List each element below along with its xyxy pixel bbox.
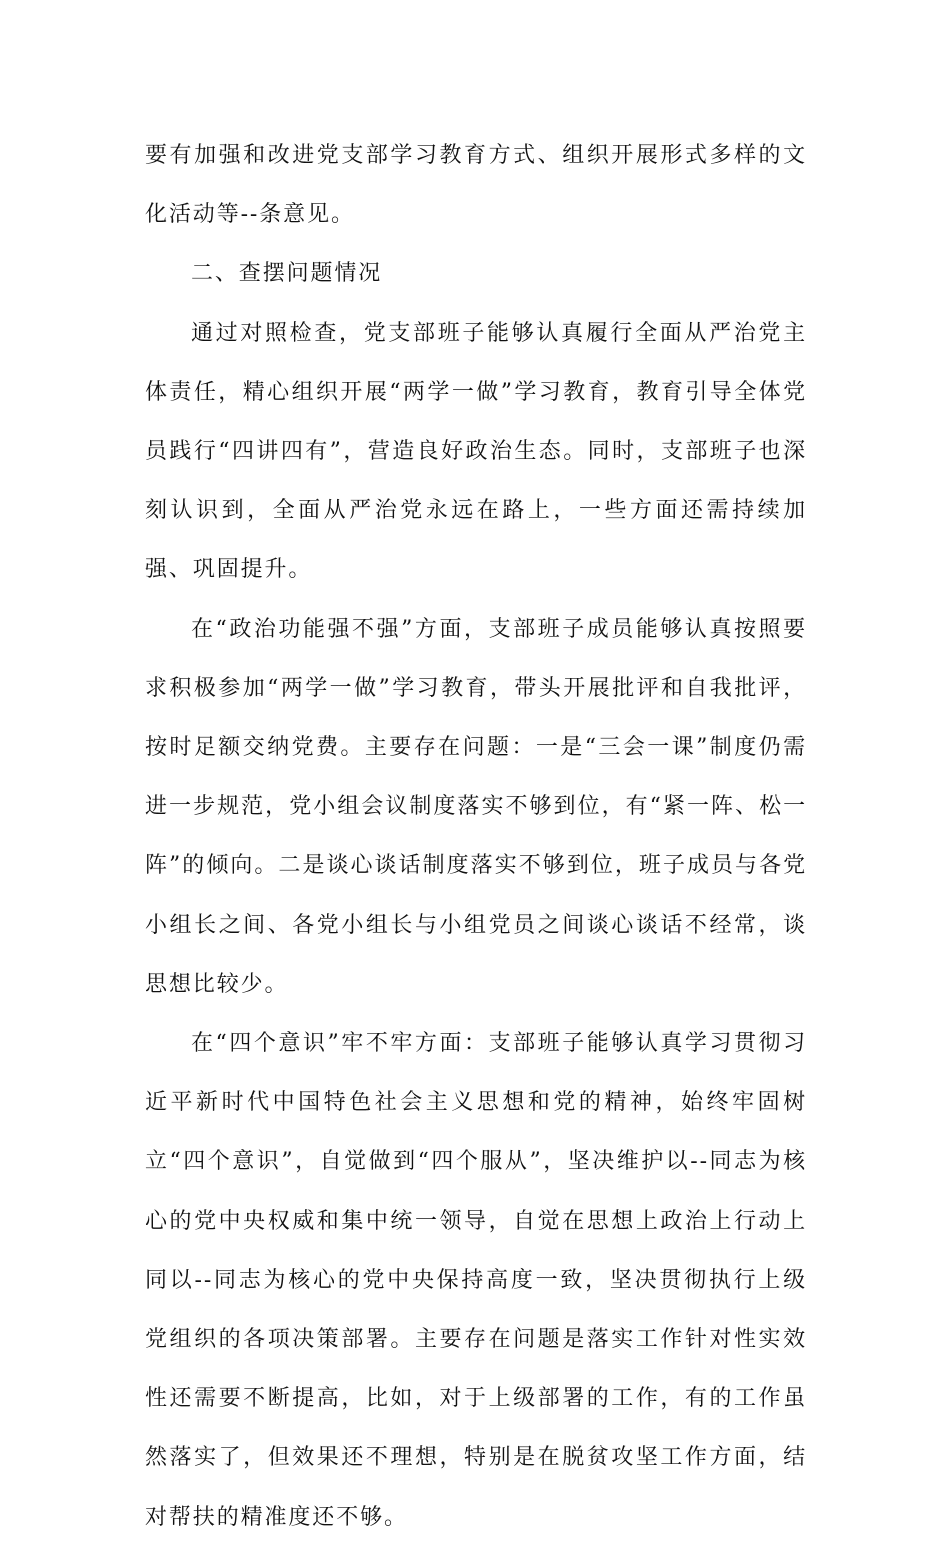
paragraph-continuation: 要有加强和改进党支部学习教育方式、组织开展形式多样的文化活动等--条意见。 bbox=[145, 143, 807, 228]
paragraph-political-function: 在“政治功能强不强”方面，支部班子成员能够认真按照要求积极参加“两学一做”学习教育，带头开展批评和自我批评，按时足额交纳党费。主要存在问题：一是“三会一课”制度仍需进一步规范，党小组会议制度落实不够到位，有“紧一阵、松一阵”的倾向。二是谈心谈话制度落实不够到位，班子成员与各党小组长之间、各党小组长与小组党员之间谈心谈话不经常，谈思想比较少。 bbox=[145, 616, 807, 997]
paragraph-overview: 通过对照检查，党支部班子能够认真履行全面从严治党主体责任，精心组织开展“两学一做”学习教育，教育引导全体党员践行“四讲四有”，营造良好政治生态。同时，支部班子也深刻认识到，全面从严治党永远在路上，一些方面还需持续加强、巩固提升。 bbox=[145, 320, 807, 583]
document-body bbox=[145, 126, 807, 1547]
paragraph-four-consciousness: 在“四个意识”牢不牢方面：支部班子能够认真学习贯彻习近平新时代中国特色社会主义思想和党的精神，始终牢固树立“四个意识”，自觉做到“四个服从”，坚决维护以--同志为核心的党中央权威和集中统一领导，自觉在思想上政治上行动上同以--同志为核心的党中央保持高度一致，坚决贯彻执行上级党组织的各项决策部署。主要存在问题是落实工作针对性实效性还需要不断提高，比如，对于上级部署的工作，有的工作虽然落实了，但效果还不理想，特别是在脱贫攻坚工作方面，结对帮扶的精准度还不够。 bbox=[145, 1031, 807, 1530]
section-heading: 二、查摆问题情况 bbox=[191, 261, 383, 287]
